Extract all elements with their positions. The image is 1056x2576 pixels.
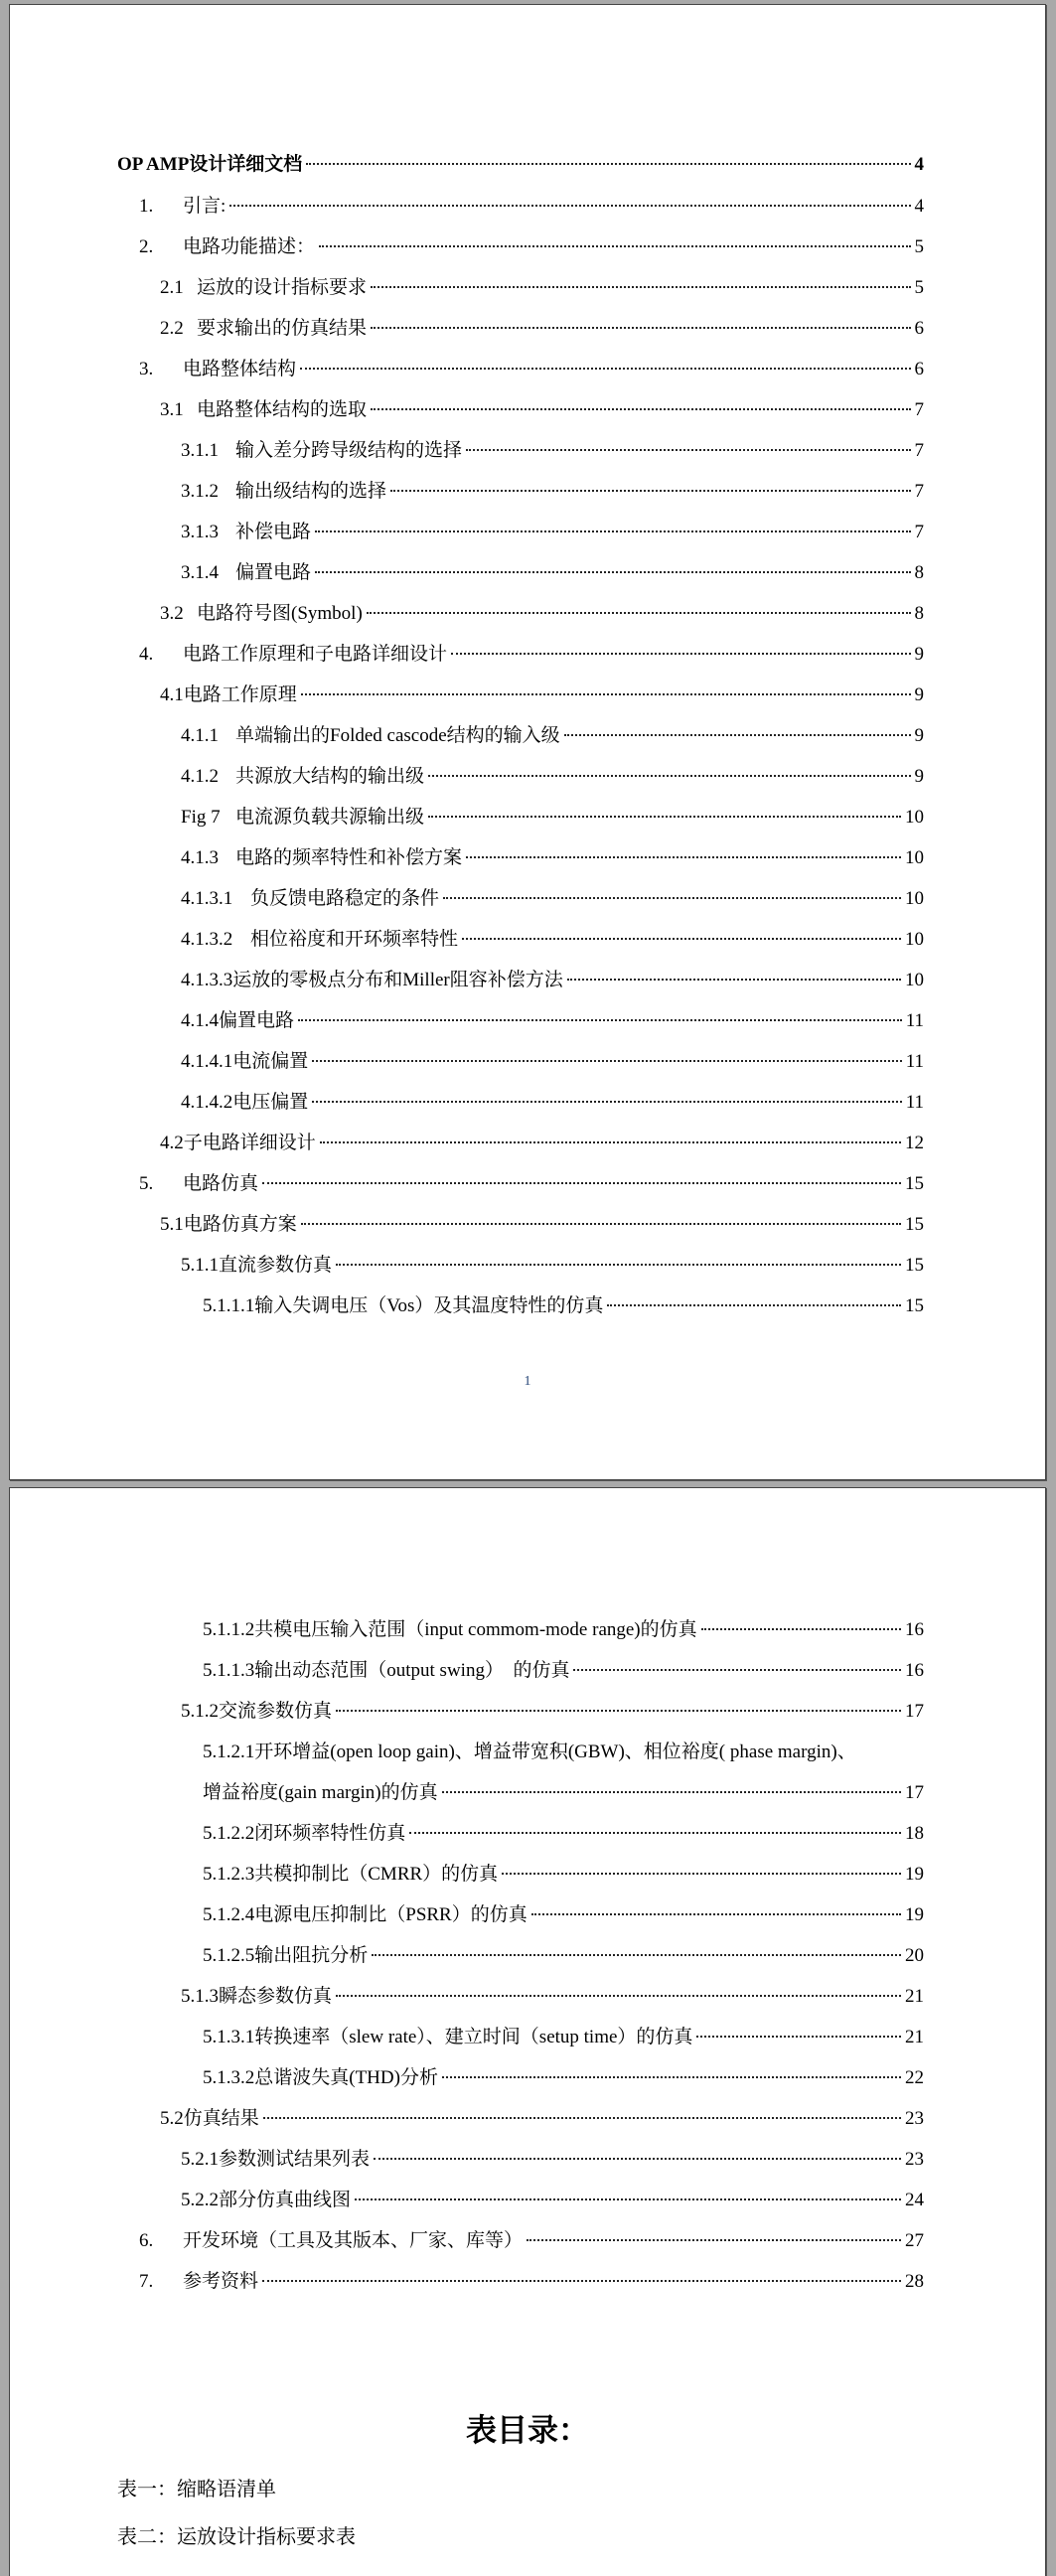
toc-entry-4-1-2[interactable]: 4.1.2 共源放大结构的输出级 9: [181, 766, 924, 787]
page-number: 1: [524, 1374, 531, 1389]
toc-entry-5-1-1-1[interactable]: 5.1.1.1输入失调电压（Vos）及其温度特性的仿真 15: [203, 1295, 924, 1316]
toc-entry-5-1-2-3[interactable]: 5.1.2.3共模抑制比（CMRR）的仿真 19: [203, 1864, 924, 1885]
toc-entry-4-1-3[interactable]: 4.1.3 电路的频率特性和补偿方案 10: [181, 847, 924, 868]
toc-entry-5-1-2-2[interactable]: 5.1.2.2闭环频率特性仿真 18: [203, 1823, 924, 1844]
toc-entry-3-1-3[interactable]: 3.1.3 补偿电路 7: [181, 522, 924, 542]
toc-entry-5-1-2-4[interactable]: 5.1.2.4电源电压抑制比（PSRR）的仿真 19: [203, 1904, 924, 1925]
toc-entry-1[interactable]: 1. 引言: 4: [139, 196, 924, 217]
toc-entry-5-1-3-1[interactable]: 5.1.3.1转换速率（slew rate）、建立时间（setup time）的仿真 21: [203, 2027, 924, 2047]
toc-entry-5-1-1-3[interactable]: 5.1.1.3输出动态范围（output swing） 的仿真 16: [203, 1660, 924, 1681]
toc-entry-2-1[interactable]: 2.1 运放的设计指标要求 5: [160, 277, 924, 298]
toc-entry-3-1[interactable]: 3.1 电路整体结构的选取 7: [160, 399, 924, 420]
table-list-item-1[interactable]: 表一：缩略语清单: [117, 2479, 276, 2500]
toc-entry-5-2[interactable]: 5.2仿真结果 23: [160, 2108, 924, 2129]
toc-entry-3[interactable]: 3. 电路整体结构 6: [139, 359, 924, 379]
list-of-tables-heading: 表目录：: [466, 2413, 589, 2448]
toc-entry-5-1-3[interactable]: 5.1.3瞬态参数仿真 21: [181, 1986, 924, 2007]
toc-entry-5-2-1[interactable]: 5.2.1参数测试结果列表 23: [181, 2149, 924, 2170]
toc-entry-4-1-3-1[interactable]: 4.1.3.1 负反馈电路稳定的条件 10: [181, 888, 924, 909]
toc-entry-7[interactable]: 7. 参考资料 28: [139, 2271, 924, 2292]
toc-entry-4-1-1[interactable]: 4.1.1 单端输出的Folded cascode结构的输入级 9: [181, 725, 924, 746]
toc-entry-4-1-4-2[interactable]: 4.1.4.2电压偏置 11: [181, 1092, 924, 1113]
toc-entry-5-2-2[interactable]: 5.2.2部分仿真曲线图 24: [181, 2190, 924, 2210]
toc-entry-5-1-1[interactable]: 5.1.1直流参数仿真 15: [181, 1255, 924, 1276]
toc-entry-3-1-1[interactable]: 3.1.1 输入差分跨导级结构的选择 7: [181, 440, 924, 461]
toc-entry-2[interactable]: 2. 电路功能描述： 5: [139, 236, 924, 257]
toc-entry-4-1[interactable]: 4.1电路工作原理 9: [160, 684, 924, 705]
toc-entry-3-1-2[interactable]: 3.1.2 输出级结构的选择 7: [181, 481, 924, 502]
toc-entry-5-1-2-1[interactable]: 5.1.2.1开环增益(open loop gain)、增益带宽积(GBW)、相位裕度( phase margin)、 增益裕度(gain margin)的仿真 17: [203, 1742, 924, 1803]
toc-entry-5-1-1-2[interactable]: 5.1.1.2共模电压输入范围（input commom-mode range)的仿真 16: [203, 1619, 924, 1640]
toc-entry-5-1-2[interactable]: 5.1.2交流参数仿真 17: [181, 1701, 924, 1722]
toc-entry-5-1[interactable]: 5.1电路仿真方案 15: [160, 1214, 924, 1235]
toc-entry-4-1-4-1[interactable]: 4.1.4.1电流偏置 11: [181, 1051, 924, 1072]
document-page-2: [9, 1487, 1046, 2576]
toc-entry-4[interactable]: 4. 电路工作原理和子电路详细设计 9: [139, 644, 924, 665]
toc-entry-4-2[interactable]: 4.2子电路详细设计 12: [160, 1133, 924, 1153]
toc-entry-6[interactable]: 6. 开发环境（工具及其版本、厂家、库等） 27: [139, 2230, 924, 2251]
toc-entry-5[interactable]: 5. 电路仿真 15: [139, 1173, 924, 1194]
toc-entry-2-2[interactable]: 2.2 要求输出的仿真结果 6: [160, 318, 924, 339]
toc-entry-5-1-3-2[interactable]: 5.1.3.2总谐波失真(THD)分析 22: [203, 2067, 924, 2088]
table-list-item-2[interactable]: 表二：运放设计指标要求表: [117, 2526, 356, 2548]
toc-entry-4-1-4[interactable]: 4.1.4偏置电路 11: [181, 1010, 924, 1031]
toc-entry-3-1-4[interactable]: 3.1.4 偏置电路 8: [181, 562, 924, 583]
toc-entry-5-1-2-5[interactable]: 5.1.2.5输出阻抗分析 20: [203, 1945, 924, 1966]
toc-entry-4-1-3-2[interactable]: 4.1.3.2 相位裕度和开环频率特性 10: [181, 929, 924, 950]
toc-entry-fig-7[interactable]: Fig 7 电流源负载共源输出级 10: [181, 807, 924, 828]
toc-entry-document-title[interactable]: OP AMP设计详细文档 4: [117, 154, 924, 175]
toc-entry-3-2[interactable]: 3.2 电路符号图(Symbol) 8: [160, 603, 924, 624]
toc-entry-4-1-3-3[interactable]: 4.1.3.3运放的零极点分布和Miller阻容补偿方法 10: [181, 970, 924, 990]
document-page-1: [9, 4, 1046, 1480]
